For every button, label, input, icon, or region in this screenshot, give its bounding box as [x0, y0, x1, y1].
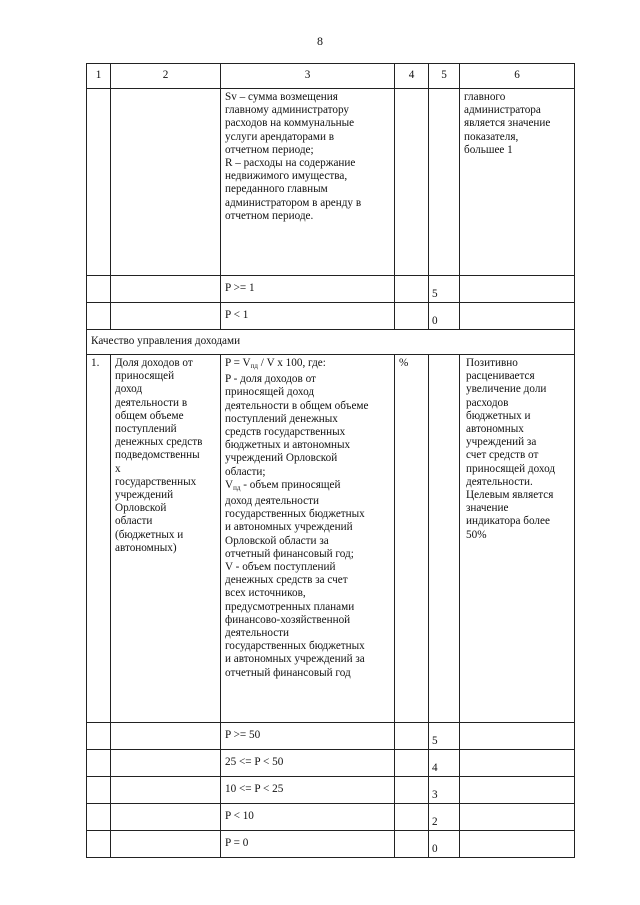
text-line: V - объем поступлений [225, 561, 336, 574]
text-line: расценивается [466, 370, 535, 383]
text-line: финансово-хозяйственной [225, 613, 351, 626]
header-col-3: 3 [221, 64, 395, 89]
text-line: приносящей доход [466, 462, 556, 475]
text-line: P - доля доходов от [225, 373, 316, 386]
indicator-row [87, 355, 575, 723]
text-line: средств государственных [225, 426, 346, 439]
score-value: 0 [429, 831, 460, 858]
text-line: государственных [115, 475, 197, 488]
text-line: деятельности [225, 627, 290, 640]
indicator-number: 1. [87, 355, 111, 723]
continuation-row [87, 89, 575, 276]
score-condition: P >= 1 [221, 276, 395, 303]
score-row [87, 777, 575, 804]
text-line: автономных) [115, 541, 177, 554]
text-line: услуги арендаторами в [225, 130, 335, 143]
text-line: деятельности в общем объеме [225, 399, 369, 412]
header-col-1: 1 [87, 64, 111, 89]
text-line: администратора [464, 104, 541, 117]
score-value: 3 [429, 777, 460, 804]
score-value: 2 [429, 804, 460, 831]
text-line: подведомственны [115, 449, 200, 462]
text-line: учреждений за [466, 436, 537, 449]
text-line: Доля доходов от [115, 357, 193, 369]
text-line: всех источников, [225, 587, 306, 600]
text-line: отчетный финансовый год; [225, 547, 354, 560]
text-line: Орловской [115, 502, 167, 515]
text-line: общем объеме [115, 409, 184, 422]
score-condition: 10 <= P < 25 [221, 777, 395, 804]
text-line: предусмотренных планами [225, 600, 355, 613]
score-value: 4 [429, 750, 460, 777]
text-line: учреждений Орловской [225, 452, 338, 465]
text-line: и автономных учреждений за [225, 653, 365, 666]
text-line: доход [115, 383, 143, 396]
vpd-line: $V_{пд}$ - объем приносящей [225, 478, 341, 492]
header-col-2: 2 [111, 64, 221, 89]
page-number: 8 [317, 34, 323, 48]
text-line: Sv – сумма возмещения [225, 91, 338, 103]
text-line: денежных средств [115, 436, 203, 449]
text-line: автономных [466, 423, 524, 436]
text-line: 50% [466, 528, 487, 541]
continuation-formula-description [221, 89, 395, 276]
score-value: 5 [429, 723, 460, 750]
text-line: поступлений [115, 423, 177, 436]
text-line: денежных средств за счет [225, 574, 348, 587]
text-line: отчетный финансовый год [225, 666, 351, 679]
score-value: 5 [429, 276, 460, 303]
score-condition: P < 1 [221, 303, 395, 330]
text-line: расходов [466, 396, 509, 409]
text-line: доход деятельности [225, 495, 319, 508]
text-line: счет средств от [466, 449, 539, 462]
text-line: приносящей доход [225, 386, 315, 399]
score-row [87, 723, 575, 750]
header-col-4: 4 [395, 64, 429, 89]
score-row [87, 276, 575, 303]
text-line: переданного главным [225, 183, 328, 196]
text-line: бюджетных и [466, 409, 531, 422]
score-row [87, 804, 575, 831]
text-line: расходов на коммунальные [225, 117, 355, 130]
text-line: учреждений [115, 489, 174, 502]
indicator-unit: % [395, 355, 429, 723]
indicator-name [111, 355, 221, 723]
score-condition: P < 10 [221, 804, 395, 831]
score-row [87, 303, 575, 330]
score-condition: P = 0 [221, 831, 395, 858]
text-line: области [115, 515, 153, 528]
table-header-row [87, 64, 575, 89]
score-value: 0 [429, 303, 460, 330]
text-line: области; [225, 465, 266, 478]
text-line: государственных бюджетных [225, 640, 365, 653]
text-line: Позитивно [466, 357, 518, 369]
text-line: Целевым является [466, 489, 554, 502]
text-line: Орловской области за [225, 534, 329, 547]
score-row [87, 750, 575, 777]
score-row [87, 831, 575, 858]
score-condition: 25 <= P < 50 [221, 750, 395, 777]
text-line: бюджетных и автономных [225, 439, 351, 452]
section-row [87, 330, 575, 355]
text-line: индикатора более [466, 515, 550, 528]
text-line: поступлений денежных [225, 412, 338, 425]
text-line: деятельности в [115, 396, 188, 409]
text-line: значение [466, 502, 509, 515]
formula-line: $P = V_{пд} / V$ x 100, где: [225, 357, 326, 370]
text-line: показателя, [464, 130, 519, 143]
indicator-formula [221, 355, 395, 723]
text-line: (бюджетных и [115, 528, 184, 541]
text-line: большее 1 [464, 143, 513, 156]
text-line: главного [464, 91, 506, 103]
text-line: отчетном периоде; [225, 143, 314, 156]
text-line: является значение [464, 117, 551, 130]
continuation-comment [460, 89, 575, 276]
text-line: х [115, 462, 121, 475]
score-condition: P >= 50 [221, 723, 395, 750]
text-line: администратором в аренду в [225, 196, 362, 209]
criteria-table [86, 63, 575, 858]
text-line: недвижимого имущества, [225, 170, 348, 183]
text-line: отчетном периоде. [225, 209, 314, 222]
text-line: главному администратору [225, 104, 350, 117]
header-col-6: 6 [460, 64, 575, 89]
text-line: государственных бюджетных [225, 508, 365, 521]
header-col-5: 5 [429, 64, 460, 89]
text-line: и автономных учреждений [225, 521, 353, 534]
section-title: Качество управления доходами [87, 330, 575, 355]
text-line: деятельности. [466, 475, 533, 488]
text-line: увеличение доли [466, 383, 547, 396]
text-line: R – расходы на содержание [225, 157, 356, 170]
indicator-comment [460, 355, 575, 723]
text-line: приносящей [115, 370, 175, 383]
